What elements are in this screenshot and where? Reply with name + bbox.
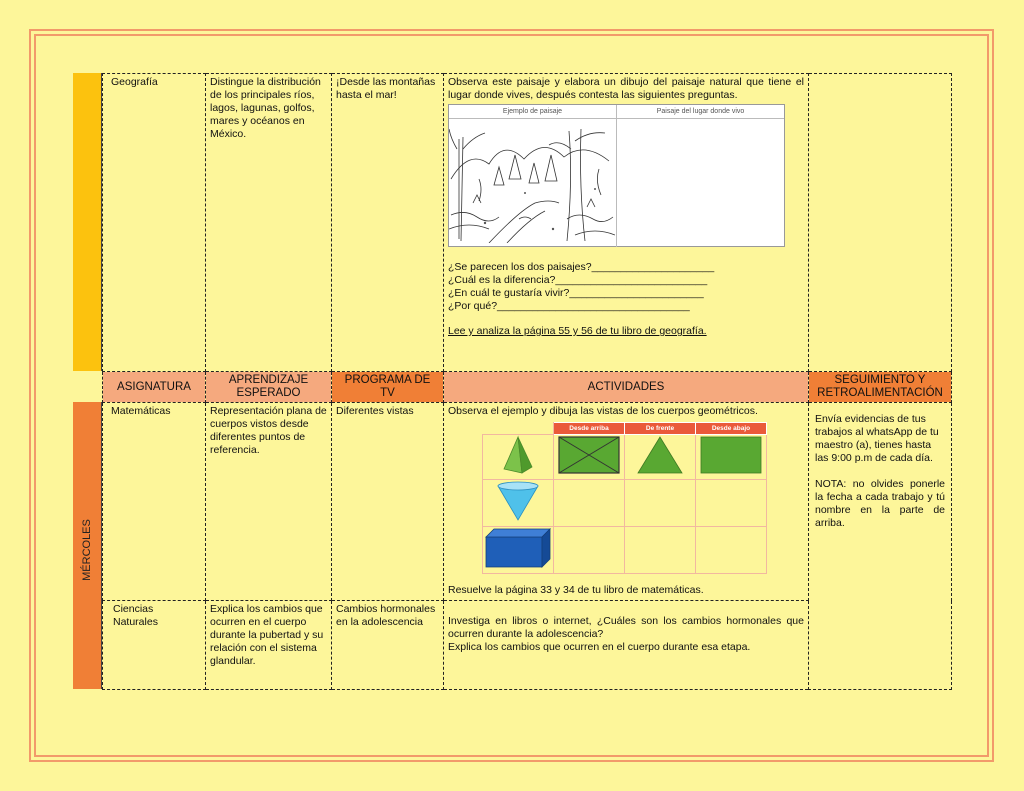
prism-view-front[interactable] bbox=[625, 527, 696, 574]
mat-resuelve: Resuelve la página 33 y 34 de tu libro de matemáticas. bbox=[448, 584, 704, 596]
seguimiento-nota: NOTA: no olvides ponerle la fecha a cada trabajo y tú nombre en la parte de arriba. bbox=[815, 478, 945, 529]
header-seguimiento: SEGUIMIENTO Y RETROALIMENTACIÓN bbox=[809, 372, 952, 403]
header-asignatura: ASIGNATURA bbox=[103, 372, 206, 403]
geo-seguimiento bbox=[809, 74, 952, 372]
square-icon bbox=[699, 435, 763, 475]
prism-view-bottom[interactable] bbox=[696, 527, 767, 574]
views-head-arriba: Desde arriba bbox=[554, 423, 625, 435]
cone-view-bottom[interactable] bbox=[696, 480, 767, 527]
geo-lee: Lee y analiza la página 55 y 56 de tu libro de geografía. bbox=[448, 325, 707, 337]
schedule-table bbox=[102, 73, 952, 690]
cone-view-top[interactable] bbox=[554, 480, 625, 527]
header-aprendizaje: APRENDIZAJE ESPERADO bbox=[206, 372, 332, 403]
cn-programa: Cambios hormonales en la adolescencia bbox=[332, 601, 444, 690]
pyramid-icon bbox=[498, 435, 538, 475]
side-bar-gap bbox=[73, 371, 102, 402]
mat-aprendizaje: Representación plana de cuerpos vistos desde diferentes puntos de referencia. bbox=[206, 403, 332, 601]
landscape-table bbox=[448, 104, 785, 247]
geo-question-4: ¿Por qué?_________________________________ bbox=[448, 300, 690, 312]
views-grid bbox=[482, 422, 767, 574]
prism-shape bbox=[483, 527, 554, 574]
geo-question-2: ¿Cuál es la diferencia?__________________________ bbox=[448, 274, 708, 286]
mat-instruction: Observa el ejemplo y dibuja las vistas de los cuerpos geométricos. bbox=[448, 405, 758, 417]
seguimiento-cell bbox=[809, 403, 952, 690]
prism-view-top[interactable] bbox=[554, 527, 625, 574]
forest-landscape-illustration bbox=[449, 119, 615, 243]
seguimiento-envia: Envía evidencias de tus trabajos al whatsApp de tu maestro (a), tienes hasta las 9:00 p.m de cada día. bbox=[815, 413, 939, 464]
cn-aprendizaje: Explica los cambios que ocurren en el cuerpo durante la pubertad y su relación con el sistema glandular. bbox=[206, 601, 332, 690]
geo-asignatura: Geografía bbox=[103, 74, 206, 372]
day-label bbox=[76, 515, 98, 585]
header-actividades: ACTIVIDADES bbox=[444, 372, 809, 403]
landscape-head-mine: Paisaje del lugar donde vivo bbox=[656, 108, 745, 115]
geo-aprendizaje: Distingue la distribución de los principales ríos, lagos, lagunas, golfos, mares y océanos en México. bbox=[206, 74, 332, 372]
header-row bbox=[103, 372, 952, 403]
pyramid-view-front bbox=[625, 435, 696, 480]
cone-icon bbox=[496, 480, 540, 522]
header-programa: PROGRAMA DE TV bbox=[332, 372, 444, 403]
geo-instruction: Observa este paisaje y elabora un dibujo del paisaje natural que tiene el lugar donde vives, después contesta las siguientes preguntas. bbox=[448, 76, 804, 101]
geo-question-3: ¿En cuál te gustaría vivir?_______________________ bbox=[448, 287, 704, 299]
cone-shape bbox=[483, 480, 554, 527]
row-matematicas bbox=[103, 403, 952, 601]
cn-asignatura: Ciencias Naturales bbox=[103, 601, 206, 690]
cn-explica: Explica los cambios que ocurren en el cuerpo durante esa etapa. bbox=[448, 641, 751, 653]
cn-actividades bbox=[444, 601, 809, 690]
mat-programa: Diferentes vistas bbox=[332, 403, 444, 601]
views-head-abajo: Desde abajo bbox=[696, 423, 767, 435]
geo-actividades bbox=[444, 74, 809, 372]
rectangular-prism-icon bbox=[484, 527, 552, 569]
pyramid-view-bottom bbox=[696, 435, 767, 480]
landscape-head-example: Ejemplo de paisaje bbox=[449, 105, 617, 118]
geo-programa: ¡Desde las montañas hasta el mar! bbox=[332, 74, 444, 372]
landscape-example-image bbox=[449, 119, 617, 247]
geo-question-1: ¿Se parecen los dos paisajes?_____________________ bbox=[448, 261, 715, 273]
triangle-icon bbox=[635, 435, 685, 475]
views-head-blank bbox=[483, 423, 554, 435]
pyramid-shape bbox=[483, 435, 554, 480]
side-bar-yellow bbox=[73, 73, 102, 371]
day-label-text: MÉRCOLES bbox=[81, 519, 93, 581]
pyramid-view-top bbox=[554, 435, 625, 480]
landscape-my-drawing-area[interactable] bbox=[617, 119, 784, 247]
cn-investiga: Investiga en libros o internet, ¿Cuáles son los cambios hormonales que ocurren durante la adolescencia? bbox=[448, 615, 804, 640]
row-geografia bbox=[103, 74, 952, 372]
mat-asignatura: Matemáticas bbox=[103, 403, 206, 601]
square-cross-icon bbox=[557, 435, 621, 475]
cone-view-front[interactable] bbox=[625, 480, 696, 527]
views-head-frente: De frente bbox=[625, 423, 696, 435]
mat-actividades bbox=[444, 403, 809, 601]
